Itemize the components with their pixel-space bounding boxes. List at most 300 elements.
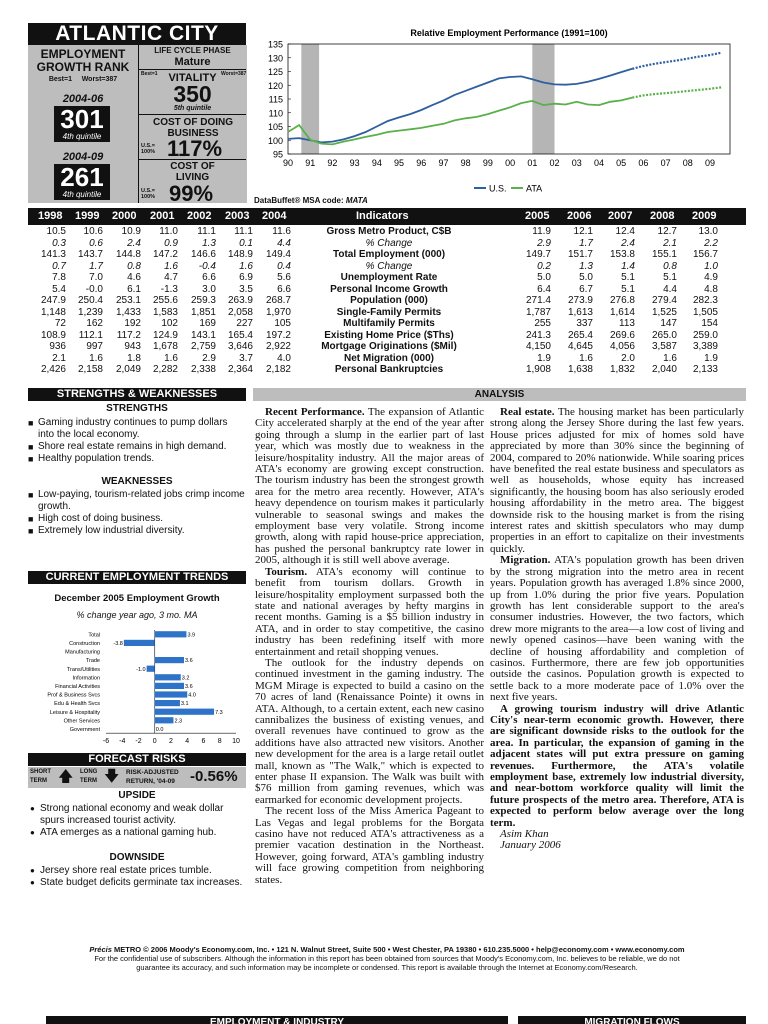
- table-row: [28, 226, 746, 238]
- table-cell: 5.4: [52, 283, 66, 295]
- legend-label-ata: ATA: [526, 183, 543, 194]
- table-cell: 4.4: [663, 283, 677, 295]
- table-cell: 1,851: [190, 306, 216, 318]
- bar-x-tick-label: -6: [102, 738, 110, 746]
- analysis-col-2: [490, 407, 744, 935]
- table-cell: 112.1: [78, 329, 103, 341]
- table-cell: 5.0: [579, 272, 593, 283]
- table-cell: 6.1: [127, 283, 141, 295]
- table-cell: 3.0: [202, 283, 216, 295]
- table-cell: 337: [576, 318, 593, 329]
- indicator-table: [28, 226, 746, 376]
- table-cell: 148.9: [227, 249, 253, 260]
- bar-category-label: Other Services: [63, 718, 100, 725]
- table-cell: 10.6: [83, 226, 103, 237]
- table-cell: 250.4: [77, 295, 103, 306]
- risk-adjusted-label: RISK-ADJUSTED RETURN, '04-09: [126, 769, 179, 785]
- bar-value-label: -1.0: [136, 666, 146, 673]
- table-cell: 124.9: [152, 329, 178, 341]
- table-cell: 259.0: [692, 329, 718, 341]
- indicator-name: Total Employment (000): [332, 249, 446, 260]
- analysis-p5: The housing market has been particularly strong along the Jersey Shore during the last few years. House prices adjusted for mix of homes sold have appreciated by more than 30% since the beginning of 2004, compared to 20% nationwide. While soaring prices have benefited the real estate business and speculators as well as households, whose equity has increased significantly, the housing boom has also seriously eroded housing affordability in the metro area. The biggest downside risk to the housing market is from the rising interest rates and skittish speculators who may dump properties in an effort to capitalize on their investments quickly.: [490, 407, 744, 555]
- table-cell: 3.7: [239, 352, 253, 364]
- x-tick-label: 03: [571, 158, 582, 168]
- table-cell: 0.7: [52, 260, 66, 272]
- bar-value-label: 0.0: [155, 727, 164, 733]
- bar-category-label: Financial Activities: [55, 684, 100, 690]
- table-row: [28, 284, 746, 296]
- analysis-p2: ATA's economy will continue to benefit from tourism dollars. Growth in leisure/hospitality employment surpassed both the state and national averages by hefty margins in recent months. Gaming is a $5 billion industry in ATA, and in order to stay competitive, the casino industry has been redefining itself with more entertainment and retail shopping venues.: [255, 565, 484, 658]
- table-cell: 6.6: [277, 283, 291, 295]
- bar-x-tick-label: 8: [217, 738, 222, 746]
- table-cell: 149.7: [525, 249, 551, 260]
- y-tick-label: 105: [267, 122, 283, 132]
- x-tick-label: 04: [593, 158, 604, 168]
- bar-value-label: 3.6: [185, 658, 193, 665]
- bar-value-label: 4.0: [188, 692, 196, 699]
- table-cell: 1,148: [40, 306, 66, 318]
- table-cell: 2.0: [621, 352, 635, 364]
- table-cell: 5.0: [537, 272, 551, 283]
- table-cell: 1,525: [651, 306, 677, 318]
- table-cell: 165.4: [227, 329, 253, 341]
- databuffet-note: DataBuffet® MSA code: MATA: [254, 196, 368, 205]
- table-cell: 4,056: [609, 341, 635, 352]
- year-2009: 2009: [692, 210, 717, 222]
- migration-flows-bar: MIGRATION FLOWS: [518, 1016, 746, 1024]
- bar-category-label: Government: [69, 727, 100, 733]
- table-cell: 1.6: [239, 260, 253, 272]
- list-item: ■ Gaming industry continues to pump dollars into the local economy.: [28, 417, 246, 441]
- table-cell: 3,587: [651, 341, 677, 352]
- indicator-name: Single-Family Permits: [336, 306, 442, 318]
- table-cell: 2,759: [190, 341, 216, 352]
- table-cell: 1.6: [89, 352, 103, 364]
- x-tick-label: 97: [438, 158, 449, 168]
- bar-category-label: Edu & Health Svcs: [54, 701, 100, 708]
- rank-1-value: 301: [60, 104, 104, 134]
- x-tick-label: 92: [327, 158, 338, 168]
- forecast-bar: FORECAST RISKS: [28, 753, 246, 766]
- series-line-us: [288, 69, 632, 143]
- life-cycle-value: Mature: [174, 56, 211, 68]
- table-cell: 271.4: [525, 295, 551, 306]
- table-cell: 1.6: [164, 260, 178, 272]
- table-cell: 6.9: [239, 272, 253, 283]
- table-cell: 997: [86, 341, 103, 352]
- table-row: [28, 261, 746, 273]
- table-cell: 11.6: [272, 226, 291, 237]
- bar-category-label: Trans/Utilities: [66, 666, 100, 673]
- table-cell: 113: [619, 318, 635, 329]
- table-row: [28, 330, 746, 342]
- analysis-p1: The expansion of Atlantic City accelerated sharply at the end of the year after going through a slump in the earlier part of last year, which was mostly due to weakness in the leisure/hospitality industry. All the major areas of ATA's economy are growing except construction. The tourism industry has been the strongest growth area for the metro area recently. However, ATA's heavy dependence on tourism makes it particularly vulnerable to seasonal swings and makes the employment base very volatile. Strong income growth, along with rapid house-price appreciation, has pushed the personal bankruptcy rate lower in 2005, although it is still well above average.: [255, 407, 484, 567]
- x-tick-label: 98: [460, 158, 471, 168]
- table-cell: 268.7: [265, 295, 291, 306]
- y-tick-label: 130: [267, 53, 283, 64]
- table-cell: 1,433: [115, 306, 141, 318]
- table-cell: 12.1: [573, 226, 593, 237]
- table-row: [28, 249, 746, 261]
- table-cell: -1.3: [160, 283, 178, 295]
- table-cell: 4.6: [127, 272, 141, 283]
- bar-leisure---hospitality: [155, 709, 214, 715]
- table-cell: 4,150: [525, 341, 551, 352]
- rank-2-quintile: 4th quintile: [62, 190, 102, 199]
- table-cell: 3,646: [227, 341, 253, 352]
- table-cell: 2,364: [227, 364, 253, 375]
- y-tick-label: 135: [267, 39, 283, 50]
- year-2005: 2005: [525, 210, 550, 222]
- table-cell: 147.2: [152, 249, 178, 260]
- table-cell: 4.9: [704, 272, 718, 283]
- table-cell: 0.1: [239, 237, 253, 249]
- table-cell: 155.1: [651, 249, 677, 260]
- rank-2-box: [54, 164, 110, 200]
- table-row: [28, 364, 746, 376]
- table-cell: 144.8: [115, 249, 141, 260]
- bar-value-label: 3.9: [187, 632, 196, 639]
- x-tick-label: 93: [349, 158, 360, 168]
- table-cell: 1.6: [579, 352, 593, 364]
- bar-value-label: 3.1: [180, 701, 189, 708]
- x-tick-label: 96: [416, 158, 427, 168]
- x-tick-label: 02: [549, 158, 560, 168]
- x-tick-label: 00: [505, 158, 516, 168]
- table-cell: 1.7: [579, 237, 593, 249]
- rank-1-quintile: 4th quintile: [62, 132, 102, 141]
- table-cell: 11.1: [197, 226, 216, 237]
- cost-business-value: 117%: [167, 136, 223, 161]
- analysis-p7: A growing tourism industry will drive Atlantic City's near-term economic growth. However, there are significant downside risks to the outlook for the area. In particular, the expansion of gaming in the adjacent states will put extra pressure on gaming revenues. Furthermore, the ATA's volatile employment base, extremely low industrial diversity, and near-bottom workforce quality will limit the future prospects of the metro area. Therefore, ATA is expected to perform below average over the long term.: [490, 702, 744, 829]
- table-cell: 141.3: [40, 249, 66, 260]
- trends-chart-title: December 2005 Employment Growth: [54, 593, 220, 604]
- employment-growth-rank-label: EMPLOYMENT GROWTH RANK: [36, 47, 130, 74]
- footer-line-3: guarantee its accuracy, and such information may be incomplete or condensed. This report is available through the Internet at Economy.com/Research.: [136, 963, 638, 972]
- y-tick-label: 115: [268, 94, 283, 105]
- x-tick-label: 99: [482, 158, 493, 168]
- cost-business-label: COST OF DOING BUSINESS: [153, 117, 233, 139]
- line-chart-legend: [474, 184, 542, 194]
- line-chart-svg: [252, 23, 746, 208]
- bar-financial-activities: [155, 683, 184, 689]
- table-cell: 12.4: [615, 226, 635, 237]
- x-tick-label: 06: [638, 158, 649, 168]
- year-2001: 2001: [150, 210, 175, 222]
- table-row: [28, 272, 746, 284]
- table-cell: 1.3: [579, 260, 593, 272]
- table-cell: 0.8: [127, 260, 141, 272]
- table-cell: 197.2: [265, 329, 291, 341]
- table-cell: 1,613: [567, 306, 593, 318]
- bar-value-label: 2.3: [174, 718, 183, 725]
- table-row: [28, 341, 746, 353]
- bar-value-label: 7.3: [215, 709, 223, 716]
- table-cell: 117.2: [116, 329, 141, 341]
- table-cell: 265.0: [651, 329, 677, 341]
- table-header: [28, 208, 746, 225]
- table-cell: 0.8: [663, 260, 677, 272]
- footer: [28, 945, 746, 972]
- upside-list: [30, 803, 246, 839]
- table-cell: 0.6: [89, 237, 103, 249]
- table-cell: 4.7: [164, 272, 178, 283]
- indicator-name: Gross Metro Product, C$B: [326, 226, 452, 237]
- indicator-name: Net Migration (000): [343, 352, 434, 364]
- year-2007: 2007: [608, 210, 633, 222]
- sw-bar: STRENGTHS & WEAKNESSES: [28, 388, 246, 401]
- bar-trans-utilities: [147, 666, 155, 672]
- downside-title: DOWNSIDE: [109, 852, 165, 863]
- period-2: 2004-09: [62, 151, 104, 163]
- indicator-name: Personal Income Growth: [330, 283, 448, 295]
- cost-business-us: U.S.= 100%: [141, 143, 156, 155]
- vitality-label: VITALITY: [168, 72, 217, 84]
- table-cell: 247.9: [40, 295, 66, 306]
- analysis-bar: ANALYSIS: [253, 388, 746, 401]
- table-cell: 276.8: [609, 295, 635, 306]
- table-cell: 4.0: [277, 352, 291, 364]
- indicator-name: Unemployment Rate: [340, 272, 438, 283]
- table-cell: 2.4: [621, 237, 635, 249]
- list-item: ● Jersey shore real estate prices tumble.: [30, 865, 246, 877]
- table-cell: 1,505: [692, 306, 718, 318]
- long-term-down-arrow-icon: 🡇: [104, 768, 120, 785]
- analysis-p5-head: Real estate.: [500, 407, 555, 418]
- table-cell: 4.8: [704, 283, 718, 295]
- table-cell: 1.8: [127, 352, 141, 364]
- bar-total: [155, 631, 187, 637]
- table-cell: 153.8: [609, 249, 635, 260]
- risk-adjusted-value: -0.56%: [190, 768, 238, 785]
- table-cell: 6.4: [537, 283, 551, 295]
- bar-category-label: Construction: [69, 641, 100, 647]
- table-row: [28, 353, 746, 365]
- list-item: ■ Extremely low industrial diversity.: [28, 525, 246, 537]
- table-cell: 11.0: [159, 226, 178, 237]
- bar-x-tick-label: 10: [232, 738, 240, 746]
- bar-category-label: Trade: [85, 658, 100, 665]
- year-1998: 1998: [38, 210, 63, 222]
- analysis-p2-head: Tourism.: [265, 565, 308, 578]
- analysis-p6-head: Migration.: [500, 554, 551, 567]
- analysis-p1-head: Recent Performance.: [265, 407, 365, 418]
- table-cell: 1.6: [164, 352, 178, 364]
- x-tick-label: 94: [371, 158, 382, 168]
- strengths-list: [28, 417, 246, 465]
- bar-information: [155, 674, 181, 680]
- bar-x-tick-label: -2: [135, 738, 142, 746]
- table-cell: 0.2: [537, 260, 551, 272]
- strengths-title: STRENGTHS: [106, 403, 168, 414]
- msa-code: MATA: [345, 196, 368, 205]
- table-row: [28, 318, 746, 330]
- table-cell: 147: [660, 318, 677, 329]
- table-cell: 255: [534, 318, 551, 329]
- table-cell: 1.6: [663, 352, 677, 364]
- table-cell: 269.6: [609, 329, 635, 341]
- bar-trade: [155, 657, 184, 663]
- x-tick-label: 01: [527, 158, 538, 168]
- table-cell: 2,426: [40, 364, 66, 375]
- indicator-name: % Change: [365, 237, 413, 249]
- table-cell: 936: [49, 341, 66, 352]
- table-cell: 4.4: [277, 237, 291, 249]
- table-cell: 143.1: [190, 329, 216, 341]
- indicator-name: Existing Home Price ($Ths): [324, 329, 454, 341]
- table-cell: 6.7: [579, 283, 593, 295]
- table-cell: 4,645: [567, 341, 593, 352]
- table-cell: 1.0: [704, 260, 718, 272]
- rank-range: Best=1 Worst=387: [48, 76, 118, 83]
- table-cell: 151.7: [567, 249, 593, 260]
- table-cell: 10.9: [121, 226, 141, 237]
- bar-x-tick-label: 2: [169, 738, 173, 746]
- trends-bar: CURRENT EMPLOYMENT TRENDS: [28, 571, 246, 584]
- bar-category-label: Information: [72, 675, 100, 682]
- table-cell: 253.1: [115, 295, 141, 306]
- x-tick-label: 09: [705, 158, 716, 168]
- x-tick-label: 05: [616, 158, 627, 168]
- table-cell: 2.1: [663, 237, 677, 249]
- table-cell: 1,583: [152, 306, 178, 318]
- table-cell: 943: [124, 341, 141, 352]
- analysis-p3: The outlook for the industry depends on continued investment in the gaming industry. The MGM Mirage is expected to build a casino on the 70 acres of land (Renaissance Pointe) it owns in ATA. Although, to a certain extent, each new casino cannibalizes the business of existing venues, and overall revenues have continued to grow as the additions have also attracted new visitors. Another new development for the area is a large retail outlet mall, known as "The Walk," which is expected to enter phase II expansion. The Walk was built with $76 million from gaming revenues, which was earmarked for economic development projects.: [255, 656, 484, 806]
- table-cell: 2,922: [265, 341, 291, 352]
- short-term-up-arrow-icon: 🡅: [58, 768, 74, 785]
- bar-x-tick-label: 4: [185, 738, 190, 746]
- vitality-value: 350: [173, 81, 212, 107]
- analysis-author: Asim Khan: [500, 828, 549, 841]
- series-forecast-us: [632, 53, 721, 69]
- list-item: ■ Healthy population trends.: [28, 453, 246, 465]
- x-tick-label: 91: [305, 158, 316, 168]
- bar-other-services: [155, 717, 174, 723]
- table-cell: 2.1: [52, 352, 66, 364]
- x-tick-label: 90: [282, 158, 294, 168]
- bar-category-label: Manufacturing: [65, 649, 100, 656]
- table-cell: 2,133: [692, 364, 718, 375]
- year-2003: 2003: [225, 210, 250, 222]
- recession-band: [532, 44, 554, 154]
- bar-value-label: -3.8: [113, 641, 123, 647]
- indicator-name: % Change: [365, 260, 413, 272]
- bar-category-label: Total: [88, 632, 100, 639]
- table-cell: 2.2: [704, 237, 718, 249]
- table-cell: 259.3: [190, 295, 216, 306]
- table-cell: 273.9: [567, 295, 593, 306]
- table-cell: 192: [124, 318, 141, 329]
- metrics-panel: [138, 45, 247, 206]
- analysis-p4: The recent loss of the Miss America Pageant to Las Vegas and legal problems for the Borgata casino have not reduced ATA's attractiveness as a premier vacation destination in the Northeast. However, going forward, ATA's gambling industry will face growing competition from neighboring states.: [255, 805, 484, 886]
- table-cell: 1.4: [621, 260, 635, 272]
- table-cell: 5.1: [663, 272, 677, 283]
- indicator-name: Personal Bankruptcies: [334, 364, 444, 375]
- employment-rank-panel: [28, 45, 138, 203]
- employment-growth-bar-chart: [28, 624, 246, 750]
- bar-category-label: Leisure & Hospitality: [49, 709, 100, 716]
- table-cell: 146.6: [190, 249, 216, 260]
- table-cell: 154: [701, 318, 718, 329]
- table-cell: 6.6: [202, 272, 216, 283]
- bar-value-label: 3.6: [185, 684, 193, 690]
- table-cell: 143.7: [77, 249, 103, 260]
- table-cell: 10.5: [46, 226, 66, 237]
- table-cell: 5.6: [277, 272, 291, 283]
- table-cell: 2.9: [537, 237, 551, 249]
- cost-living-us: U.S.= 100%: [141, 188, 156, 200]
- series-line-ata: [288, 98, 632, 145]
- cost-living-label: COST OF LIVING: [170, 161, 215, 183]
- year-1999: 1999: [75, 210, 100, 222]
- table-cell: 3.5: [239, 283, 253, 295]
- table-cell: 2,049: [115, 364, 141, 375]
- table-cell: 1,970: [265, 306, 291, 318]
- life-cycle-label: LIFE CYCLE PHASE: [154, 46, 231, 55]
- table-cell: 2,338: [190, 364, 216, 375]
- table-cell: 227: [236, 318, 253, 329]
- list-item: ■ Low-paying, tourism-related jobs crimp income growth.: [28, 489, 246, 513]
- x-tick-label: 95: [394, 158, 405, 168]
- table-cell: 13.0: [698, 226, 718, 237]
- year-2002: 2002: [187, 210, 212, 222]
- long-term-label: LONG TERM: [80, 769, 98, 784]
- bar-x-tick-label: 0: [152, 738, 157, 746]
- table-cell: 162: [86, 318, 103, 329]
- table-cell: 3,389: [692, 341, 718, 352]
- table-cell: 5.1: [621, 272, 635, 283]
- bar-category-label: Prof & Business Svcs: [47, 692, 100, 699]
- table-cell: 1.9: [537, 352, 551, 364]
- bar-value-label: 3.2: [181, 675, 190, 682]
- table-cell: 156.7: [692, 249, 718, 260]
- year-2000: 2000: [112, 210, 137, 222]
- table-cell: 0.3: [52, 237, 66, 249]
- recession-band: [301, 44, 319, 154]
- vitality-quintile: 5th quintile: [173, 105, 212, 112]
- bar-x-tick-label: -4: [119, 738, 126, 746]
- table-cell: 149.4: [265, 249, 291, 260]
- table-cell: 2,058: [227, 306, 253, 318]
- legend-label-us: U.S.: [489, 183, 507, 194]
- footer-line-2: For the confidential use of subscribers. Although the information in this report has been obtained from sources that Moody's Economy.com, Inc. believes to be reliable, we do not: [94, 954, 680, 963]
- table-cell: 1.3: [202, 237, 216, 249]
- table-cell: 263.9: [227, 295, 253, 306]
- table-cell: 2,040: [651, 364, 677, 375]
- list-item: ■ Shore real estate remains in high demand.: [28, 441, 246, 453]
- table-cell: 2.4: [127, 237, 141, 249]
- short-term-label: SHORT TERM: [30, 769, 51, 784]
- period-1: 2004-06: [62, 93, 104, 105]
- y-tick-label: 95: [272, 149, 283, 160]
- rank-1-box: [54, 106, 110, 142]
- table-cell: 1,638: [567, 364, 593, 375]
- table-cell: 1.7: [89, 260, 103, 272]
- line-chart-title: Relative Employment Performance (1991=100): [410, 28, 608, 38]
- bar-x-tick-label: 6: [201, 738, 206, 746]
- table-cell: 1,787: [525, 306, 551, 318]
- year-2004: 2004: [262, 210, 287, 222]
- city-title: ATLANTIC CITY: [28, 23, 246, 45]
- relative-performance-chart: [252, 23, 746, 208]
- table-cell: 1,832: [609, 364, 635, 375]
- year-2006: 2006: [567, 210, 592, 222]
- table-cell: 265.4: [567, 329, 593, 341]
- indicator-name: Population (000): [350, 295, 428, 306]
- vitality-best: Best=1: [141, 71, 158, 77]
- table-cell: 11.1: [234, 226, 253, 237]
- x-tick-label: 08: [682, 158, 693, 168]
